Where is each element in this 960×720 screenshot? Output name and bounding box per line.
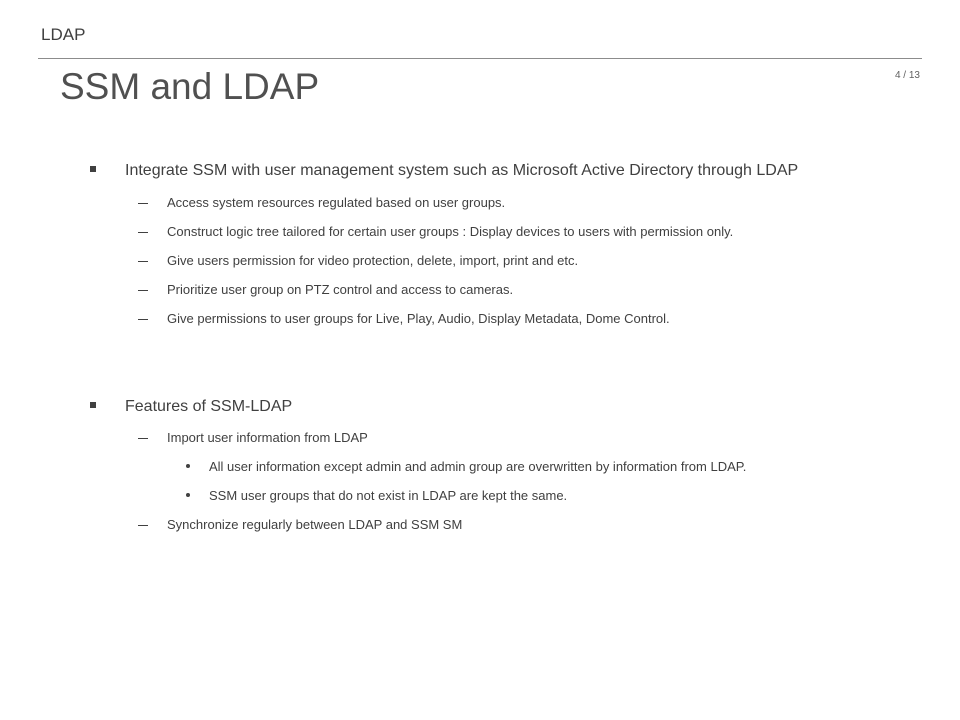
- square-bullet-icon: [90, 402, 96, 408]
- dash-bullet-icon: [138, 232, 148, 233]
- page-number: 4 / 13: [894, 70, 920, 81]
- dash-bullet-icon: [138, 203, 148, 204]
- list-item: [167, 195, 505, 210]
- dash-bullet-icon: [138, 319, 148, 320]
- dash-bullet-icon: [138, 438, 148, 439]
- page-title: SSM and LDAP: [60, 66, 320, 107]
- sub-list-item: [209, 459, 746, 474]
- list-item-text: Access system resources regulated based on user groups.: [167, 195, 506, 210]
- list-item: [167, 282, 513, 297]
- dash-bullet-icon: [138, 290, 148, 291]
- sub-list-item-text: All user information except admin and admin group are overwritten by information from LDAP.: [209, 459, 747, 474]
- dot-bullet-icon: [186, 464, 190, 468]
- list-item: [167, 430, 368, 445]
- bullet-heading-text: Integrate SSM with user management system such as Microsoft Active Directory through LDAP: [125, 162, 799, 179]
- bullet-heading: [125, 162, 798, 180]
- list-item-text: Give users permission for video protection, delete, import, print and etc.: [167, 253, 579, 268]
- sub-list-item-text: SSM user groups that do not exist in LDAP are kept the same.: [209, 488, 568, 503]
- dash-bullet-icon: [138, 525, 148, 526]
- list-item-text: Prioritize user group on PTZ control and access to cameras.: [167, 282, 514, 297]
- list-item: [167, 253, 578, 268]
- dash-bullet-icon: [138, 261, 148, 262]
- list-item: [167, 311, 670, 326]
- dot-bullet-icon: [186, 493, 190, 497]
- sub-list-item: [209, 488, 567, 503]
- list-item-text: Give permissions to user groups for Live, Play, Audio, Display Metadata, Dome Control.: [167, 311, 670, 326]
- header-divider: [38, 58, 922, 59]
- list-item-text: Synchronize regularly between LDAP and SSM SM: [167, 517, 463, 532]
- list-item: [167, 224, 733, 239]
- section-label: LDAP: [41, 25, 86, 44]
- square-bullet-icon: [90, 166, 96, 172]
- list-item: [167, 517, 462, 532]
- bullet-heading: [125, 398, 292, 416]
- list-item-text: Construct logic tree tailored for certain user groups : Display devices to users with permission only.: [167, 224, 734, 239]
- bullet-heading-text: Features of SSM-LDAP: [125, 398, 293, 415]
- list-item-text: Import user information from LDAP: [167, 430, 368, 445]
